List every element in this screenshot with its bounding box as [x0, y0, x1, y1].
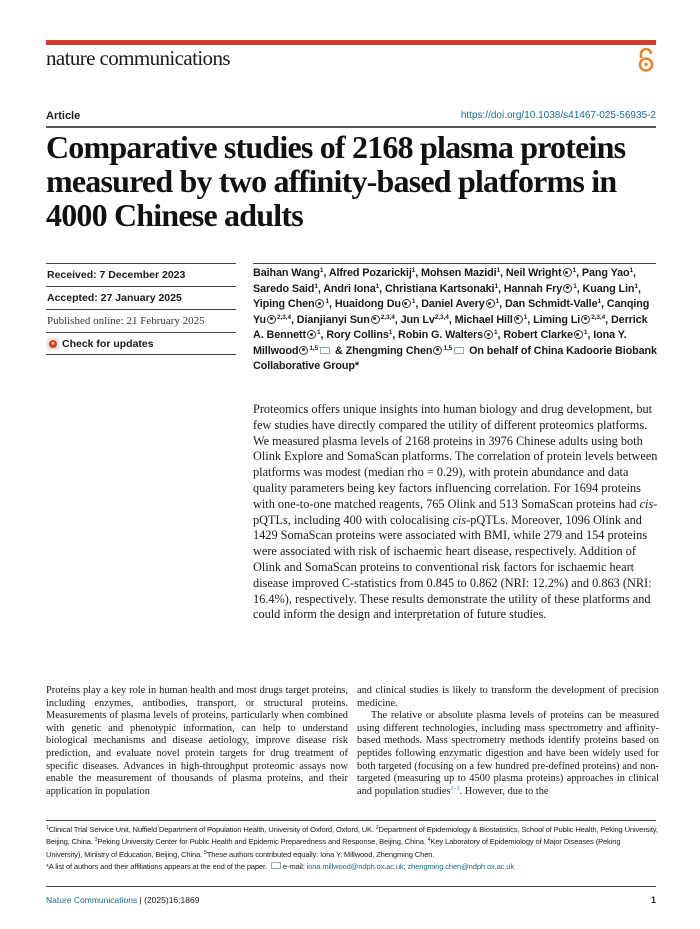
author-affiliation: 1	[495, 298, 500, 305]
author-name[interactable]: Kuang Lin	[582, 282, 635, 295]
abstract-text-3: -pQTLs. Moreover, 1096 Olink and 1429 SomaScan proteins were associated with BMI, while 279 and 154 proteins were associated with risk of ischaemic heart disease, respectively. Addition of Olink and SomaScan proteins to conventional risk factors for ischaemic heart disease improved C-statistics from 0.845 to 0.862 (NRI: 12.2%) and 0.863 (NRI: 16.4%), respectively. These results demonstrate the utility of these platforms and could inform the design and interpretation of future studies.	[253, 512, 652, 622]
author-name[interactable]: Saredo Said	[253, 282, 315, 295]
author-affiliation: 1	[634, 282, 638, 290]
author-affiliation: 1,5	[443, 344, 453, 352]
author-name[interactable]: Dan Schmidt-Valle	[504, 298, 598, 310]
author-name[interactable]: Neil Wright	[505, 267, 562, 279]
accepted-date: Accepted: 27 January 2025	[46, 286, 236, 309]
orcid-icon[interactable]	[486, 299, 495, 308]
affiliation-5: These authors contributed equally: Iona Y. Millwood, Zhengming Chen.	[206, 849, 435, 859]
email-link-chen[interactable]: zhengming.chen@ndph.ox.ac.uk	[407, 862, 515, 872]
affiliation-1: Clinical Trial Service Unit, Nuffield Department of Population Health, University of Oxford, Oxford, UK.	[48, 825, 376, 834]
abstract	[253, 402, 658, 623]
orcid-icon[interactable]	[315, 299, 324, 308]
header-accent-rule	[46, 40, 656, 45]
author-affiliation: 1	[494, 329, 498, 336]
email-label: e-mail:	[282, 862, 307, 872]
orcid-icon[interactable]	[574, 330, 583, 339]
orcid-icon[interactable]	[371, 315, 380, 324]
author-affiliation: 1	[411, 267, 416, 274]
orcid-icon[interactable]	[563, 268, 572, 277]
orcid-icon[interactable]	[484, 330, 493, 339]
email-separator: ;	[403, 862, 408, 872]
affiliation-3: Peking University Center for Public Health and Epidemic Preparedness and Response, Beijing, China.	[97, 837, 428, 847]
published-date: Published online: 21 February 2025	[46, 309, 236, 332]
received-date: Received: 7 December 2023	[46, 263, 236, 286]
author-affiliation: 1	[319, 267, 324, 274]
affiliations: $^1$Clinical Trial Service Unit, Nuffield Department of Population Health, University of Oxford, Oxford, UK. $^2$Department of Epidemiology & Biostatistics, School of Public Health, Peking University, Beijing, China. $^3$Peking University Center for Public Health and Epidemic Preparedness and Response, Beijing, China. $^4$Key Laboratory of Epidemiology of Major Diseases (Peking University), Ministry of Education, Beijing, China. $^5$These authors contributed equally: Iona Y. Millwood, Zhengming Chen. *A list of authors and their affiliations appears at the end of the paper. e-mail: iona.millwood@ndph.ox.ac.uk; zhengming.chen@ndph.ox.ac.uk	[46, 825, 658, 872]
author-name[interactable]: Michael Hill	[454, 313, 513, 326]
author-affiliation: 1	[572, 267, 577, 274]
abstract-text-1: Proteomics offers unique insights into human biology and drug development, but few studies have directly compared the utility of different proteomics platforms. We measured plasma levels of 2168 proteins in 3976 Chinese adults using both Olink Explore and SomaScan platforms. The correlation of protein levels between platforms was modest (median rho = 0.29), with protein abundance and data quality parameters being key factors influencing correlation. For 1694 proteins with one-to-one matched reagents, 765 Olink and 513 SomaScan proteins had	[253, 402, 658, 511]
author-affiliation: 1	[411, 298, 416, 305]
article-type-label: Article	[46, 110, 81, 122]
author-affiliation: 1	[629, 267, 633, 274]
reference-link[interactable]: 1–3	[450, 785, 460, 792]
author-affiliation: 1	[325, 298, 329, 305]
footer-rule	[46, 886, 656, 887]
orcid-icon[interactable]	[402, 299, 411, 308]
body-column-left	[46, 685, 348, 798]
abstract-italic-cis-1: cis	[639, 496, 654, 511]
orcid-icon[interactable]	[581, 315, 590, 324]
publication-dates	[46, 263, 236, 355]
author-name[interactable]: Christiana Kartsonaki	[384, 282, 495, 295]
author-affiliation: 1	[523, 313, 528, 321]
orcid-icon[interactable]	[563, 284, 572, 293]
abstract-text-2: -pQTLs, including 400 with colocalising	[253, 496, 658, 527]
footer-journal-link[interactable]: Nature Communications	[46, 895, 138, 905]
author-name[interactable]: Alfred Pozarickij	[328, 267, 412, 279]
affiliation-2: Department of Epidemiology & Biostatistics, School of Public Health, Peking University, Beijing, China.	[46, 825, 658, 847]
title-rule	[46, 126, 656, 128]
check-for-updates-button[interactable]	[47, 333, 236, 355]
check-for-updates-label: Check for updates	[62, 338, 154, 350]
author-list: Baihan Wang$^1$, Alfred Pozarickij$^1$, Mohsen Mazidi$^1$, Neil Wright $^1$, Pang Yao$^1$, Saredo Said$^1$, Andri Iona$^1$, Christiana Kartsonaki$^1$, Hannah Fry $^1$, Kuang Lin$^1$, Yiping Chen $^1$, Huaidong Du $^1$, Daniel Avery $^1$, Dan Schmidt-Valle$^1$, Canqing Yu $^{2,3,4}$, Dianjianyi Sun $^{2,3,4}$, Jun Lv$^{2,3,4}$, Michael Hill $^1$, Liming Li $^{2,3,4}$, Derrick A. Bennett $^1$, Rory Collins$^1$, Robin G. Walters $^1$, Robert Clarke $^1$, Iona Y. Millwood $^{1,5}$ & Zhengming Chen $^{1,5}$ On behalf of China Kadoorie Biobank Collaborative Group*	[253, 267, 657, 372]
author-name[interactable]: Robert Clarke	[503, 329, 573, 341]
author-name[interactable]: Zhengming Chen	[345, 344, 433, 357]
orcid-icon[interactable]	[299, 346, 308, 355]
author-affiliation: 1	[317, 329, 321, 336]
body-text: . However, due to the	[459, 785, 549, 797]
affiliation-4: Key Laboratory of Epidemiology of Major Diseases (Peking University), Ministry of Education, Beijing, China.	[46, 837, 621, 859]
journal-name: nature communications	[46, 46, 230, 70]
author-affiliation: 1	[388, 329, 393, 336]
author-affiliation: 2,3,4	[277, 313, 291, 321]
footer-volume: (2025)16:1869	[144, 895, 200, 905]
body-column-right	[357, 685, 659, 798]
author-affiliation: 1	[496, 267, 501, 274]
body-paragraph: and clinical studies is likely to transform the development of precision medicine.	[357, 685, 659, 709]
author-affiliation: 1	[314, 282, 318, 290]
open-access-lock-icon	[638, 47, 654, 73]
body-paragraph: Proteins play a key role in human health and most drugs target proteins, including enzymes, antibodies, transport, or structural proteins. Measurements of plasma levels of proteins, particularly when combined with genetic and phenotypic information, can help to understand biological mechanisms and disease aetiology, improve disease risk prediction, and evaluate novel protein targets for drug treatment of specific diseases. Advances in high-throughput proteomic assays now enable the measurement of thousands of plasma proteins, and their application in population	[46, 685, 348, 797]
body-paragraph	[357, 710, 659, 798]
author-name[interactable]: Huaidong Du	[334, 298, 401, 310]
author-affiliation: 1,5	[309, 344, 319, 352]
author-name[interactable]: Derrick A. Bennett	[253, 313, 648, 341]
author-name[interactable]: Liming Li	[533, 313, 581, 326]
author-name[interactable]: Robin G. Walters	[398, 329, 484, 341]
footer-citation	[46, 895, 199, 905]
author-name[interactable]: Baihan Wang	[253, 267, 320, 279]
author-affiliation: 1	[573, 282, 577, 290]
author-name[interactable]: Canqing Yu	[253, 298, 650, 326]
article-title: Comparative studies of 2168 plasma proteins measured by two affinity-based platforms in 4000 Chinese adults	[46, 129, 626, 233]
authors-note: *A list of authors and their affiliations appears at the end of the paper.	[46, 862, 269, 872]
orcid-icon[interactable]	[433, 346, 442, 355]
author-name[interactable]: Andri Iona	[323, 282, 376, 295]
author-name[interactable]: Pang Yao	[581, 267, 630, 279]
mail-icon[interactable]	[454, 347, 464, 354]
mail-icon[interactable]	[320, 347, 330, 354]
email-link-millwood[interactable]: iona.millwood@ndph.ox.ac.uk	[306, 862, 404, 872]
author-name[interactable]: Hannah Fry	[503, 282, 563, 295]
author-name[interactable]: Rory Collins	[326, 329, 389, 341]
orcid-icon[interactable]	[267, 315, 276, 324]
author-name[interactable]: Iona Y. Millwood	[253, 329, 627, 357]
check-for-updates-icon	[47, 338, 59, 350]
author-affiliation: 2,3,4	[434, 313, 449, 321]
author-affiliation: 1	[583, 329, 588, 336]
mail-icon	[271, 862, 281, 869]
collaborative-group: On behalf of China Kadoorie Biobank Collaborative Group*	[253, 344, 657, 372]
article-page	[46, 0, 659, 929]
page-number: 1	[650, 895, 656, 905]
author-affiliation: 2,3,4	[591, 313, 606, 321]
affiliations-rule	[46, 820, 656, 821]
abstract-italic-cis-2: cis	[452, 512, 467, 527]
authors-rule	[253, 263, 656, 264]
author-name[interactable]: Yiping Chen	[253, 298, 315, 310]
orcid-icon[interactable]	[307, 330, 316, 339]
author-affiliation: 2,3,4	[380, 313, 395, 321]
author-affiliation: 1	[597, 298, 601, 305]
footer-separator: |	[137, 895, 145, 905]
author-name[interactable]: Jun Lv	[400, 313, 435, 326]
orcid-icon[interactable]	[514, 315, 523, 324]
body-text: The relative or absolute plasma levels of proteins can be measured using different technologies, including mass spectrometry and affinity-based methods. Mass spectrometry methods identify proteins based on peptides following enzymatic digestion and have been widely used for both targeted (focusing on a few hundred pre-defined proteins) and non-targeted (measuring up to 4500 plasma proteins) approaches in clinical and population studies	[357, 710, 659, 797]
author-name[interactable]: Dianjianyi Sun	[296, 313, 370, 326]
doi-link[interactable]: https://doi.org/10.1038/s41467-025-56935-2	[460, 110, 656, 121]
check-updates-row	[46, 332, 236, 355]
author-name[interactable]: Daniel Avery	[421, 298, 485, 310]
author-affiliation: 1	[494, 282, 498, 290]
author-name[interactable]: Mohsen Mazidi	[421, 267, 497, 279]
author-affiliation: 1	[375, 282, 380, 290]
